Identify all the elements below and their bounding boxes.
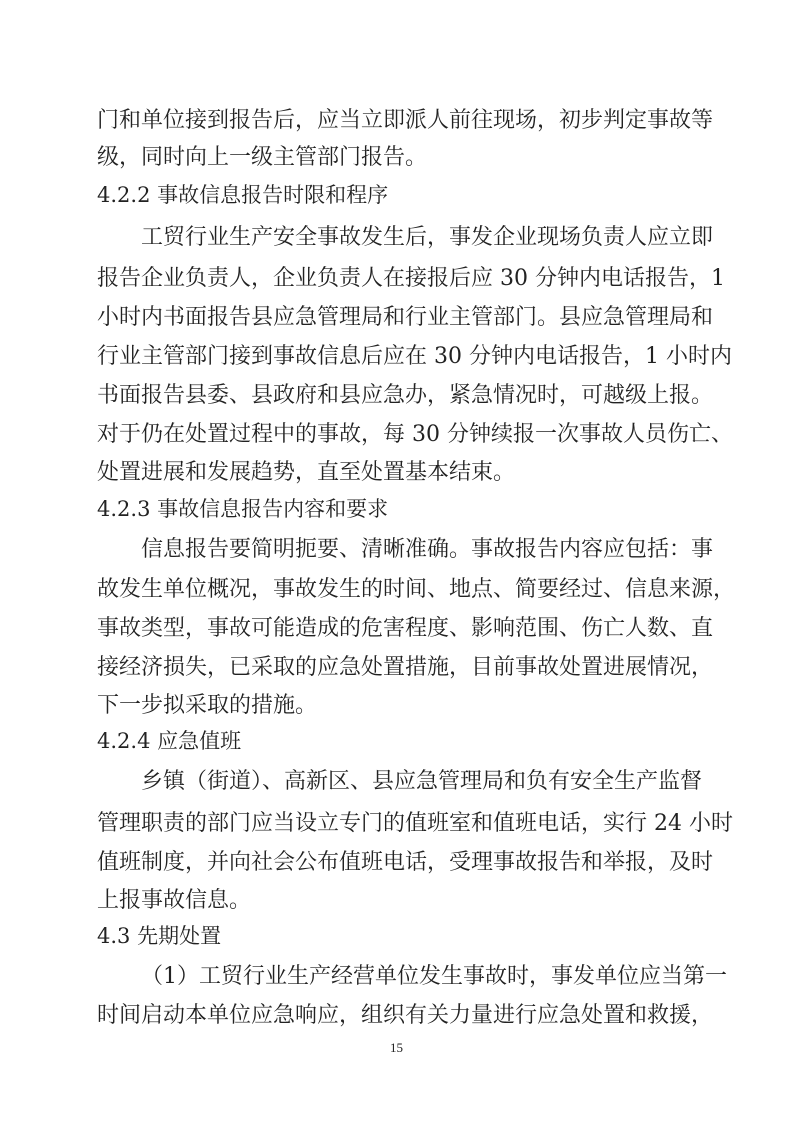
- section-heading-4-2-4: 4.2.4 应急值班: [97, 729, 242, 753]
- body-text-line: 故发生单位概况，事故发生的时间、地点、简要经过、信息来源，: [97, 577, 736, 602]
- page-number: 15: [390, 1040, 403, 1055]
- body-text-line: 小时内书面报告县应急管理局和行业主管部门。县应急管理局和: [97, 305, 714, 330]
- body-text-line: 信息报告要简明扼要、清晰准确。事故报告内容应包括：事: [141, 537, 714, 562]
- body-text-line: 事故类型，事故可能造成的危害程度、影响范围、伤亡人数、直: [97, 616, 714, 641]
- body-text-line: 乡镇（街道）、高新区、县应急管理局和负有安全生产监督: [141, 769, 703, 794]
- body-text-line: 管理职责的部门应当设立专门的值班室和值班电话，实行 24 小时: [97, 811, 733, 836]
- body-text-line: 接经济损失，已采取的应急处置措施，目前事故处置进展情况，: [97, 655, 714, 680]
- body-text-line: 行业主管部门接到事故信息后应在 30 分钟内电话报告，1 小时内: [97, 344, 732, 369]
- body-text-line: 值班制度，并向社会公布值班电话，受理事故报告和举报，及时: [97, 850, 714, 875]
- body-text-line: 门和单位接到报告后，应当立即派人前往现场，初步判定事故等: [97, 108, 714, 133]
- section-heading-4-3: 4.3 先期处置: [97, 924, 222, 948]
- body-text-line: 工贸行业生产安全事故发生后，事发企业现场负责人应立即: [141, 225, 714, 250]
- body-text-line: 书面报告县委、县政府和县应急办，紧急情况时，可越级上报。: [97, 383, 714, 408]
- body-text-line: 对于仍在处置过程中的事故，每 30 分钟续报一次事故人员伤亡、: [97, 422, 733, 447]
- body-text-line: 级，同时向上一级主管部门报告。: [97, 145, 428, 170]
- body-text-line: 报告企业负责人，企业负责人在接报后应 30 分钟内电话报告，1: [97, 266, 725, 291]
- body-text-line: 时间启动本单位应急响应，组织有关力量进行应急处置和救援，: [97, 1003, 714, 1028]
- body-text-line: 下一步拟采取的措施。: [97, 693, 318, 718]
- body-text-line: 上报事故信息。: [97, 888, 252, 913]
- section-heading-4-2-3: 4.2.3 事故信息报告内容和要求: [97, 497, 389, 521]
- section-heading-4-2-2: 4.2.2 事故信息报告时限和程序: [97, 183, 389, 207]
- body-text-line: （1）工贸行业生产经营单位发生事故时，事发单位应当第一: [141, 964, 727, 989]
- body-text-line: 处置进展和发展趋势，直至处置基本结束。: [97, 460, 516, 485]
